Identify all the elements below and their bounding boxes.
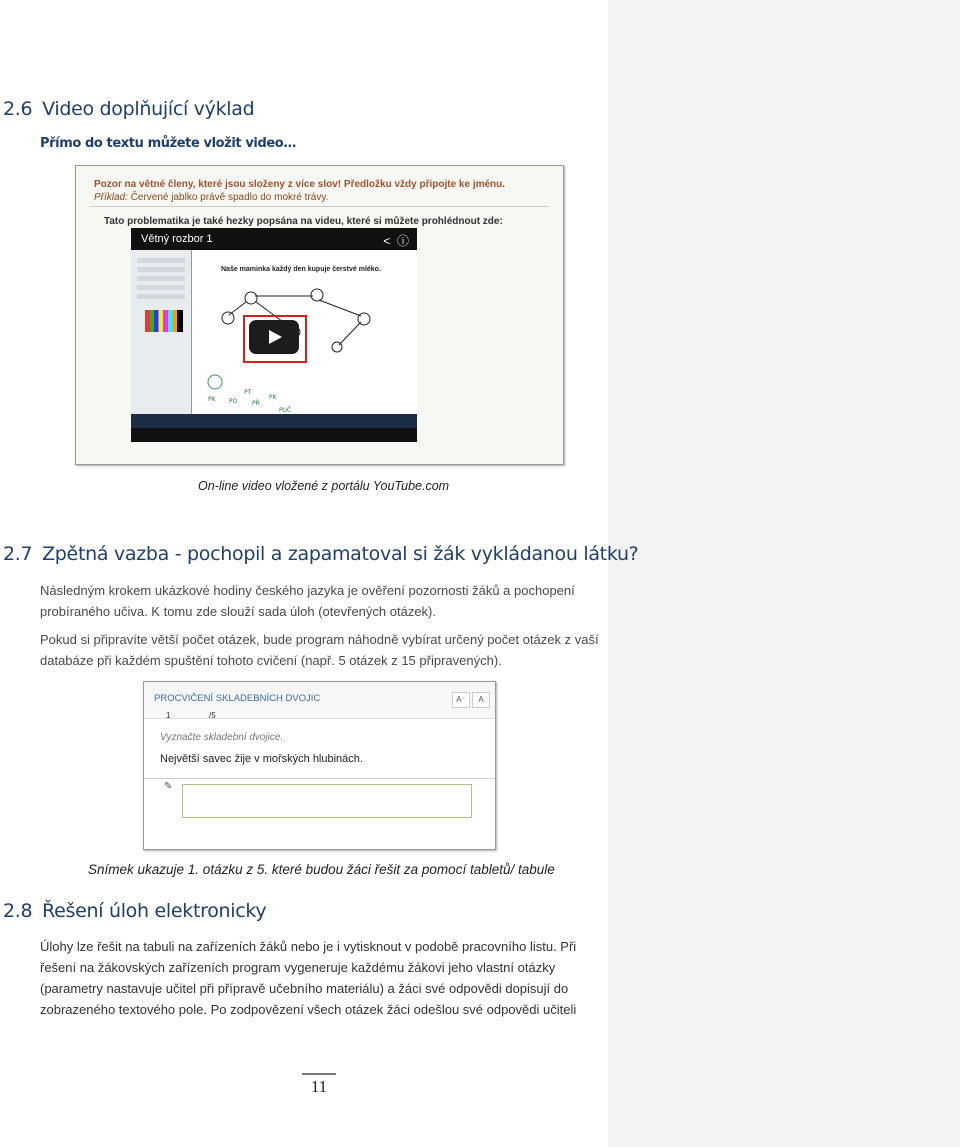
embedded-video[interactable] [131, 228, 417, 442]
color-palette [145, 310, 183, 332]
tool-item [137, 276, 185, 281]
tool-item [137, 267, 185, 272]
exercise-screenshot [143, 681, 496, 850]
section-number: 2.8 [3, 900, 33, 922]
abbr-pk: PK [208, 396, 216, 403]
paragraph: Úlohy lze řešit na tabuli na zařízeních žáků nebo je i vytisknout v podobě pracovního listu. Při řešení na žákovských zařízeních program vygeneruje každému žákovi jeho vlastní otázky (parametry nastavuje učitel při přípravě učebního materiálu) a žáci své odpovědi dopisují do zobrazeného textového pole. Po zodpovězení všech otázek žáci odešlou své odpovědi učiteli [40, 939, 577, 1017]
abbr-pt: PT [244, 389, 252, 396]
section-title: Video doplňující výklad [42, 98, 255, 120]
tool-item [137, 258, 185, 263]
play-icon[interactable] [249, 320, 299, 354]
divider [90, 206, 549, 207]
font-smaller-button[interactable]: A⁻ [452, 692, 470, 708]
section-heading-video [3, 98, 254, 120]
question-selector[interactable]: 1 [166, 711, 171, 720]
caption-video: On-line video vložené z portálu YouTube.com [198, 479, 450, 493]
exercise-hint: Vyznačte skladební dvojice. [160, 732, 284, 743]
exercise-title: PROCVIČENÍ SKLADEBNÍCH DVOJIC [154, 693, 321, 704]
font-larger-button[interactable]: A [472, 692, 490, 708]
abbr-pr: PŘ [252, 400, 260, 407]
paragraph: Následným krokem ukázkové hodiny českého jazyka je ověření pozornosti žáků a pochopení probíraného učiva. K tomu zde slouží sada úloh (otevřených otázek). [40, 583, 575, 619]
tool-item [137, 294, 185, 299]
section-title: Zpětná vazba - pochopil a zapamatoval si žák vykládanou látku? [42, 543, 639, 565]
exercise-header [144, 682, 495, 719]
section-title: Řešení úloh elektronicky [42, 900, 267, 922]
info-icon[interactable]: ⓘ [396, 234, 409, 248]
share-icon[interactable]: < [383, 234, 391, 248]
notice-box [94, 178, 505, 204]
video-header-icons [383, 232, 409, 249]
comment-margin-panel [608, 0, 960, 1147]
divider [144, 778, 495, 779]
paragraph: Pokud si připravíte větší počet otázek, bude program náhodně vybírat určený počet otázek z vaší databáze při každém spuštění tohoto cvičení (např. 5 otázek z 15 připravených). [40, 632, 599, 668]
notice-line-1: Pozor na větné členy, které jsou složeny z více slov! Předložku vždy připojte ke jménu. [94, 179, 506, 190]
taskbar [131, 414, 417, 428]
tool-item [137, 285, 185, 290]
footer-rule [302, 1073, 336, 1075]
tool-panel [131, 250, 192, 428]
section-number: 2.7 [3, 543, 33, 565]
page-number: 11 [310, 1077, 328, 1096]
section-heading-solving [3, 900, 266, 922]
example-text: Červené jablko právě spadlo do mokré trávy. [130, 192, 329, 203]
example-label: Příklad: [94, 192, 128, 203]
caption-exercise: Snímek ukazuje 1. otázku z 5. které budou žáci řešit za pomocí tabletů/ tabule [88, 862, 555, 877]
pencil-icon: ✎ [164, 781, 173, 792]
exercise-sentence: Největší savec žije v mořských hlubinách. [160, 753, 363, 765]
question-total: /5 [209, 711, 216, 720]
section-subtitle: Přímo do textu můžete vložit video… [40, 136, 296, 151]
whiteboard-sentence: Naše maminka každý den kupuje čerstvé mléko. [221, 266, 381, 273]
video-title: Větný rozbor 1 [141, 233, 213, 245]
youtube-screenshot [75, 165, 564, 465]
section-number: 2.6 [3, 98, 33, 120]
section-heading-feedback [3, 543, 638, 565]
video-intro-text: Tato problematika je také hezky popsána na videu, které si můžete prohlédnout zde: [104, 216, 503, 227]
abbr-po: PO [229, 398, 238, 405]
abbr-puc: PUČ [279, 407, 292, 414]
abbr-pk-2: PK [269, 394, 277, 401]
answer-input[interactable] [182, 784, 472, 818]
